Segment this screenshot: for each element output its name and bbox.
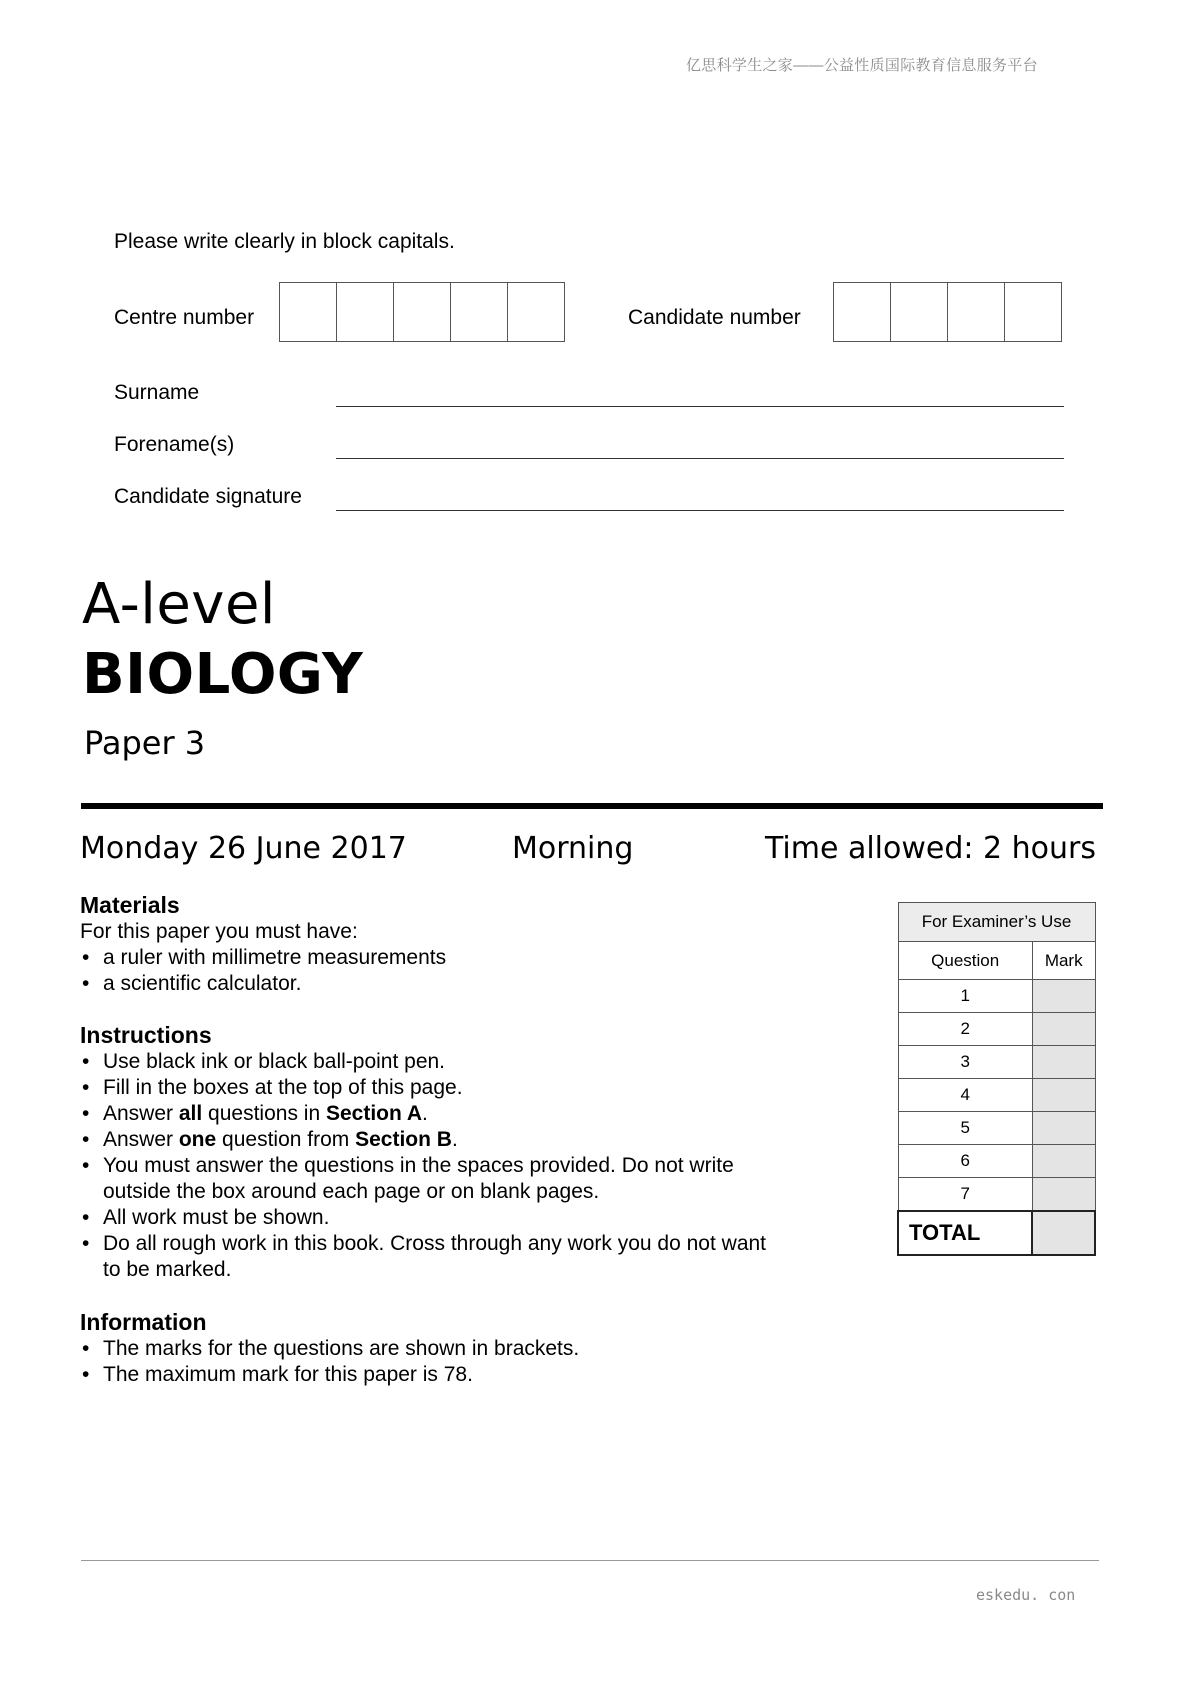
watermark-text: 亿思科学生之家——公益性质国际教育信息服务平台 [686, 57, 1038, 74]
list-item: • Do all rough work in this book. Cross through any work you do not want to be marked. [80, 1231, 860, 1283]
centre-number-box[interactable] [280, 283, 337, 341]
mark-cell [1032, 980, 1095, 1013]
information-heading: Information [80, 1309, 207, 1335]
mark-cell [1032, 1112, 1095, 1145]
time-allowed: Time allowed: 2 hours [764, 831, 1096, 866]
signature-label: Candidate signature [114, 485, 302, 508]
information-section [80, 1309, 820, 1388]
instructions-list [80, 1049, 860, 1283]
list-item: • You must answer the questions in the spaces provided. Do not write outside the box around each page or on blank pages. [80, 1153, 860, 1205]
materials-intro: For this paper you must have: [80, 920, 358, 943]
mark-cell [1032, 1145, 1095, 1178]
question-number: 6 [898, 1145, 1032, 1178]
mark-column-header: Mark [1032, 942, 1095, 980]
forenames-label: Forename(s) [114, 433, 235, 456]
question-number: 2 [898, 1013, 1032, 1046]
list-item: • a scientific calculator. [80, 971, 820, 997]
question-number: 5 [898, 1112, 1032, 1145]
footer-divider [81, 1560, 1099, 1561]
mark-cell [1032, 1046, 1095, 1079]
list-item: • The maximum mark for this paper is 78. [80, 1362, 820, 1388]
list-item: • Answer all questions in Section A. [80, 1101, 860, 1127]
centre-number-box[interactable] [451, 283, 508, 341]
mark-cell [1032, 1013, 1095, 1046]
examiners-use-table [897, 902, 1096, 1256]
question-number: 3 [898, 1046, 1032, 1079]
list-item: • Answer one question from Section B. [80, 1127, 860, 1153]
mark-cell [1032, 1178, 1095, 1212]
candidate-number-boxes[interactable] [833, 282, 1062, 342]
list-item: • a ruler with millimetre measurements [80, 945, 820, 971]
centre-number-box[interactable] [508, 283, 564, 341]
centre-number-box[interactable] [337, 283, 394, 341]
mark-cell [1032, 1079, 1095, 1112]
qualification-title: A-level [82, 572, 276, 637]
signature-field[interactable] [336, 510, 1064, 511]
information-list [80, 1336, 820, 1388]
surname-label: Surname [114, 381, 200, 404]
candidate-number-box[interactable] [891, 283, 948, 341]
candidate-number-box[interactable] [1005, 283, 1061, 341]
total-mark-cell [1032, 1211, 1095, 1255]
list-item: • Use black ink or black ball-point pen. [80, 1049, 860, 1075]
candidate-number-label: Candidate number [628, 306, 801, 329]
instructions-heading: Instructions [80, 1022, 212, 1048]
surname-field[interactable] [336, 406, 1064, 407]
candidate-number-box[interactable] [834, 283, 891, 341]
exam-date: Monday 26 June 2017 [80, 831, 407, 866]
list-item: • The marks for the questions are shown in brackets. [80, 1336, 820, 1362]
forenames-field[interactable] [336, 458, 1064, 459]
materials-section [80, 892, 820, 997]
materials-list [80, 945, 820, 997]
subject-title: BIOLOGY [82, 642, 364, 707]
materials-heading: Materials [80, 892, 180, 918]
examiners-use-title: For Examiner’s Use [898, 903, 1095, 942]
footer-site-text: eskedu. con [976, 1586, 1076, 1604]
centre-number-box[interactable] [394, 283, 451, 341]
question-number: 1 [898, 980, 1032, 1013]
total-label: TOTAL [898, 1211, 1032, 1255]
question-number: 4 [898, 1079, 1032, 1112]
exam-session: Morning [512, 831, 634, 866]
question-column-header: Question [898, 942, 1032, 980]
paper-title: Paper 3 [84, 724, 206, 762]
centre-number-boxes[interactable] [279, 282, 565, 342]
candidate-number-box[interactable] [948, 283, 1005, 341]
list-item: • Fill in the boxes at the top of this page. [80, 1075, 860, 1101]
title-divider [81, 803, 1103, 809]
instructions-section [80, 1022, 860, 1283]
block-capitals-instruction: Please write clearly in block capitals. [114, 230, 455, 253]
centre-number-label: Centre number [114, 306, 255, 329]
list-item: • All work must be shown. [80, 1205, 860, 1231]
question-number: 7 [898, 1178, 1032, 1212]
